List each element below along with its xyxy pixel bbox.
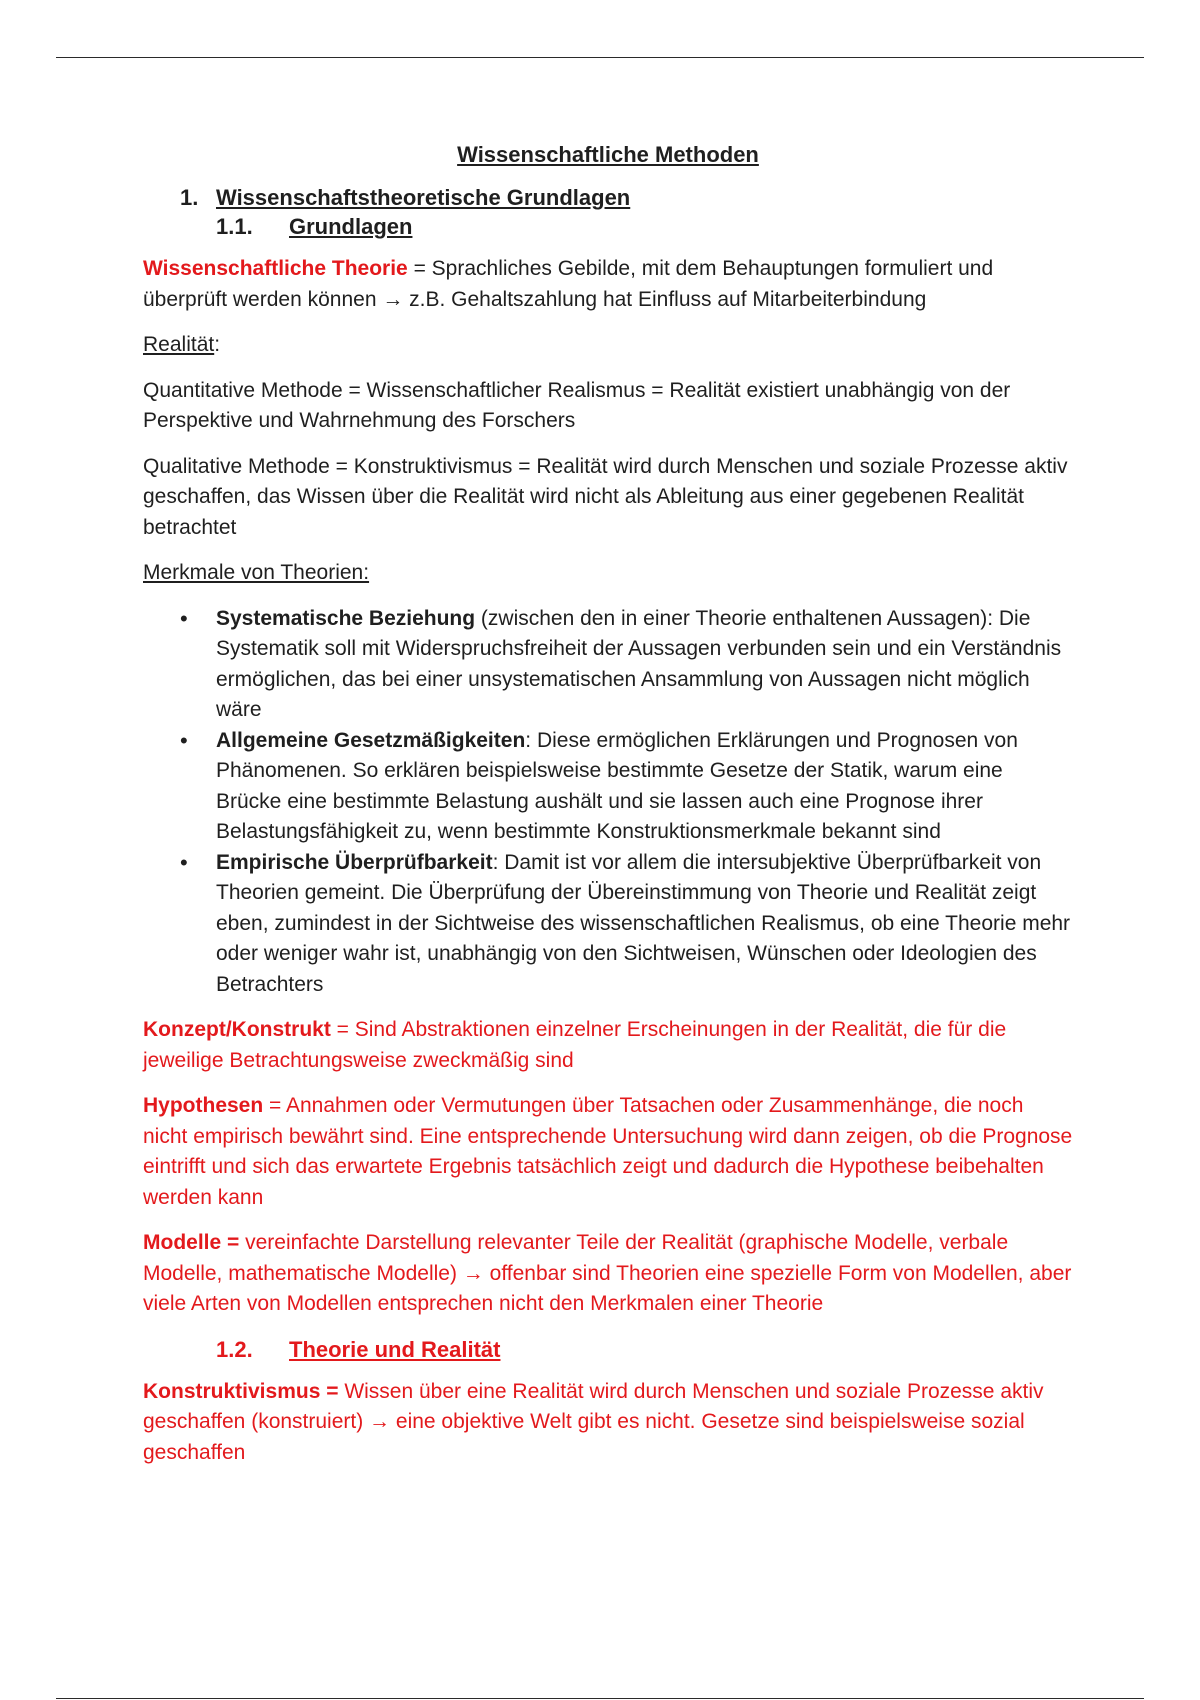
features-list [143,604,1073,1001]
constructivism-definition [143,1377,1073,1469]
hypotheses-term: Hypothesen [143,1094,264,1117]
feature-term: Systematische Beziehung [216,606,476,630]
models-term: Modelle = [143,1231,240,1254]
list-item [143,848,1073,1001]
header-rule [56,57,1144,58]
section-number: 1. [180,185,199,210]
hypotheses-text: = Annahmen oder Vermutungen über Tatsachen oder Zusammenhänge, die noch nicht empirisch bewährt sind. Eine entsprechende Untersuchung wird dann zeigen, ob die Prognose eintrifft und sich das erwartete Ergebnis tatsächlich zeigt und dadurch die Hypothese beibehalten werden kann [143,1094,1073,1209]
theory-text: = Sprachliches Gebilde, mit dem Behauptungen formuliert und überprüft werden können → z.B. Gehaltszahlung hat Einfluss auf Mitarbeiterbindung [143,257,994,311]
features-heading: Merkmale von Theorien: [143,561,370,584]
feature-term: Empirische Überprüfbarkeit [216,850,493,874]
quantitative-method: Quantitative Methode = Wissenschaftlicher Realismus = Realität existiert unabhängig von der Perspektive und Wahrnehmung des Forschers [143,378,1011,432]
footer-rule [56,1698,1144,1699]
feature-text: : Damit ist vor allem die intersubjektive Überprüfbarkeit von Theorien gemeint. Die Überprüfung der Übereinstimmung von Theorie und Realität zeigt eben, zumindest in der Sichtweise des wissenschaftlichen Realismus, ob eine Theorie mehr oder weniger wahr ist, unabhängig von den Sichtweisen, Wünschen oder Ideologien des Betrachters [216,850,1071,996]
feature-text: (zwischen den in einer Theorie enthaltenen Aussagen): Die Systematik soll mit Widerspruchsfreiheit der Aussagen verbunden sein und ein Verständnis ermöglichen, das bei einer unsystematischen Ansammlung von Aussagen nicht möglich wäre [216,606,1062,721]
document-title: Wissenschaftliche Methoden [457,142,759,167]
subsection-number: 1.1. [216,214,253,239]
subsection-heading-1-1 [216,212,1073,242]
constructivism-text: Wissen über eine Realität wird durch Menschen und soziale Prozesse aktiv geschaffen (konstruiert) → eine objektive Welt gibt es nicht. Gesetze sind beispielsweise sozial geschaffen [143,1379,1044,1464]
feature-text: : Diese ermöglichen Erklärungen und Prognosen von Phänomenen. So erklären beispielsweise bestimmte Gesetze der Statik, warum eine Brücke eine bestimmte Belastung aushält und sie lassen auch eine Prognose ihrer Belastungsfähigkeit zu, wenn bestimmte Konstruktionsmerkmale bekannt sind [216,728,1018,843]
document-body [143,140,1073,1483]
models-text: vereinfachte Darstellung relevanter Teile der Realität (graphische Modelle, verbale Modelle, mathematische Modelle) → offenbar sind Theorien eine spezielle Form von Modellen, aber viele Arten von Modellen entsprechen nicht den Merkmalen einer Theorie [143,1231,1072,1315]
theory-term: Wissenschaftliche Theorie [143,257,408,280]
subsection-number: 1.2. [216,1336,253,1362]
concept-term: Konzept/Konstrukt [143,1018,331,1041]
qualitative-method: Qualitative Methode = Konstruktivismus = Realität wird durch Menschen und soziale Prozesse aktiv geschaffen, das Wissen über die Realität wird nicht als Ableitung aus einer gegebenen Realität betrachtet [143,454,1068,539]
section-title: Wissenschaftstheoretische Grundlagen [216,185,631,210]
reality-heading: Realität: [143,333,221,356]
subsection-heading-1-2 [216,1335,1073,1365]
section-heading-1 [180,184,1073,212]
hypotheses-definition [143,1091,1073,1213]
list-item [143,726,1073,848]
constructivism-term: Konstruktivismus = [143,1379,339,1403]
concept-definition [143,1015,1073,1076]
models-definition [143,1228,1073,1320]
subsection-title: Grundlagen [289,214,413,239]
concept-text: = Sind Abstraktionen einzelner Erscheinungen in der Realität, die für die jeweilige Betrachtungsweise zweckmäßig sind [143,1018,1007,1072]
subsection-title: Theorie und Realität [289,1336,501,1362]
list-item [143,604,1073,726]
theory-definition [143,254,1073,315]
feature-term: Allgemeine Gesetzmäßigkeiten [216,728,526,752]
